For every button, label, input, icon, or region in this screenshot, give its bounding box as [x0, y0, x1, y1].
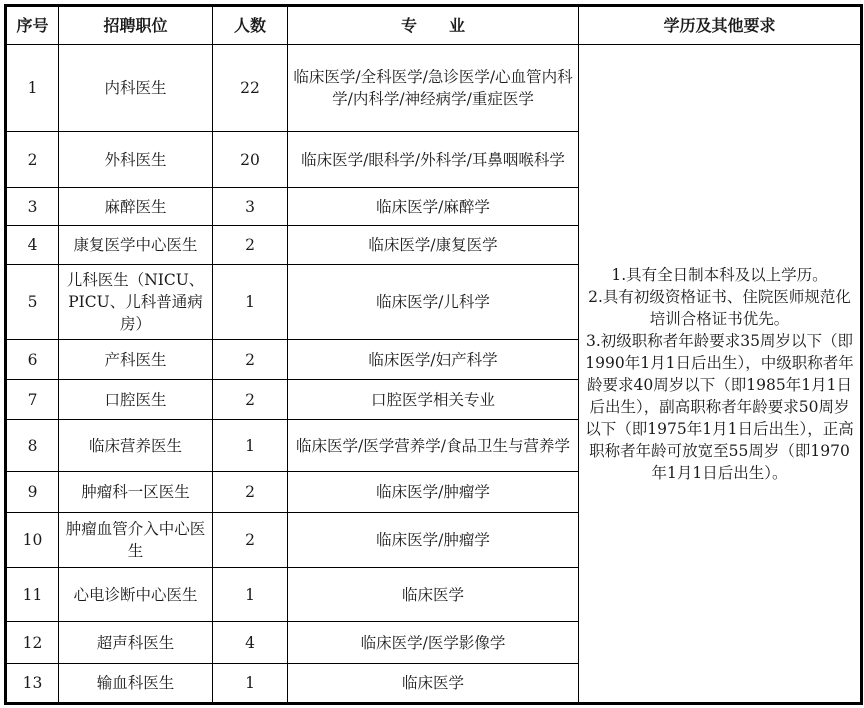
- row-position: 口腔医生: [59, 380, 213, 420]
- row-no: 9: [6, 472, 59, 513]
- row-position: 临床营养医生: [59, 420, 213, 472]
- row-count: 2: [213, 340, 288, 380]
- header-requirements: 学历及其他要求: [579, 6, 862, 45]
- row-no: 11: [6, 568, 59, 622]
- row-major: 临床医学/全科医学/急诊医学/心血管内科学/内科学/神经病学/重症医学: [288, 45, 579, 132]
- row-position: 输血科医生: [59, 664, 213, 704]
- row-major: 临床医学/医学影像学: [288, 622, 579, 664]
- row-no: 8: [6, 420, 59, 472]
- row-major: 临床医学/麻醉学: [288, 188, 579, 226]
- row-major: 临床医学: [288, 664, 579, 704]
- row-position: 心电诊断中心医生: [59, 568, 213, 622]
- header-major: 专 业: [288, 6, 579, 45]
- requirement-3: 3.初级职称者年龄要求35周岁以下（即1990年1月1日后出生），中级职称者年龄要求40周岁以下（即1985年1月1日后出生），副高职称者年龄要求50周岁以下（即1975年1月1日后出生），正高职称者年龄可放宽至55周岁（即1970年1月1日后出生）。: [585, 331, 854, 482]
- row-count: 1: [213, 420, 288, 472]
- requirement-2: 2.具有初级资格证书、住院医师规范化培训合格证书优先。: [588, 287, 851, 328]
- row-count: 2: [213, 472, 288, 513]
- recruitment-table: [4, 4, 863, 705]
- row-major: 临床医学: [288, 568, 579, 622]
- row-no: 4: [6, 226, 59, 265]
- header-position: 招聘职位: [59, 6, 213, 45]
- row-count: 22: [213, 45, 288, 132]
- row-position: 肿瘤血管介入中心医生: [59, 513, 213, 568]
- row-position: 产科医生: [59, 340, 213, 380]
- row-no: 7: [6, 380, 59, 420]
- requirement-1: 1.具有全日制本科及以上学历。: [611, 265, 828, 284]
- header-no: 序号: [6, 6, 59, 45]
- table-row: [6, 45, 862, 132]
- row-major: 临床医学/儿科学: [288, 265, 579, 340]
- row-major: 临床医学/眼科学/外科学/耳鼻咽喉科学: [288, 132, 579, 188]
- row-major: 临床医学/医学营养学/食品卫生与营养学: [288, 420, 579, 472]
- row-no: 3: [6, 188, 59, 226]
- row-position: 康复医学中心医生: [59, 226, 213, 265]
- row-count: 2: [213, 513, 288, 568]
- row-no: 1: [6, 45, 59, 132]
- row-no: 13: [6, 664, 59, 704]
- header-row: [6, 6, 862, 45]
- row-count: 2: [213, 226, 288, 265]
- row-no: 2: [6, 132, 59, 188]
- row-no: 6: [6, 340, 59, 380]
- row-position: 肿瘤科一区医生: [59, 472, 213, 513]
- row-no: 5: [6, 265, 59, 340]
- row-count: 2: [213, 380, 288, 420]
- row-position: 内科医生: [59, 45, 213, 132]
- row-major: 临床医学/康复医学: [288, 226, 579, 265]
- header-count: 人数: [213, 6, 288, 45]
- row-major: 口腔医学相关专业: [288, 380, 579, 420]
- row-count: 20: [213, 132, 288, 188]
- row-major: 临床医学/肿瘤学: [288, 472, 579, 513]
- row-position: 外科医生: [59, 132, 213, 188]
- row-major: 临床医学/肿瘤学: [288, 513, 579, 568]
- row-position: 超声科医生: [59, 622, 213, 664]
- row-no: 10: [6, 513, 59, 568]
- row-count: 4: [213, 622, 288, 664]
- row-count: 3: [213, 188, 288, 226]
- row-count: 1: [213, 664, 288, 704]
- row-count: 1: [213, 265, 288, 340]
- requirements-cell: [579, 45, 862, 704]
- row-major: 临床医学/妇产科学: [288, 340, 579, 380]
- row-position: 麻醉医生: [59, 188, 213, 226]
- row-no: 12: [6, 622, 59, 664]
- row-position: 儿科医生（NICU、PICU、儿科普通病房）: [59, 265, 213, 340]
- row-count: 1: [213, 568, 288, 622]
